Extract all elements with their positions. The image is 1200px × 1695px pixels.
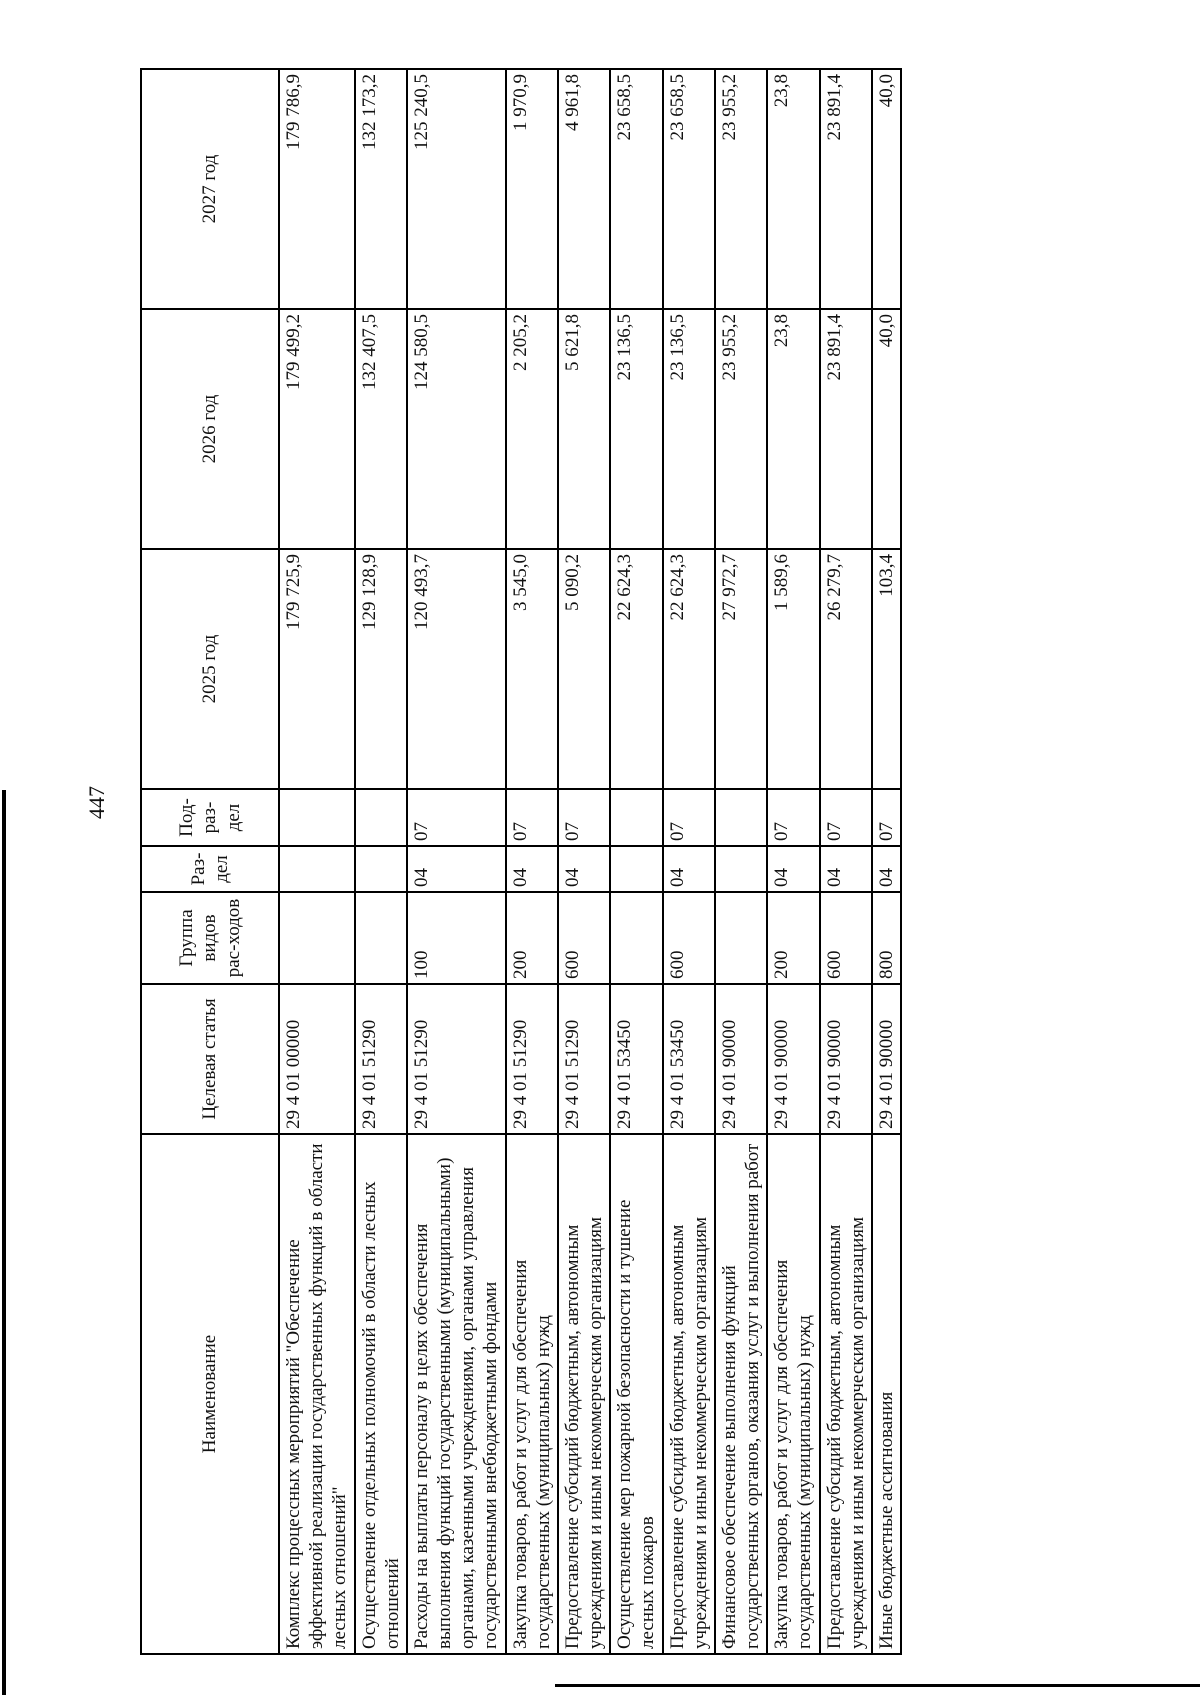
- row-subsection: [715, 789, 767, 846]
- row-2026: 2 205,2: [506, 309, 558, 549]
- row-section: 04: [663, 846, 715, 892]
- row-subsection: 07: [407, 789, 506, 846]
- row-2026: 23 955,2: [715, 309, 767, 549]
- row-section: [279, 846, 355, 892]
- row-group: [715, 892, 767, 984]
- row-subsection: [355, 789, 407, 846]
- row-2025: 22 624,3: [610, 549, 662, 789]
- row-2027: 23 955,2: [715, 69, 767, 309]
- row-name: Комплекс процессных мероприятий "Обеспечение эффективной реализации государственных функций в области лесных отношений": [279, 1134, 355, 1654]
- row-name: Расходы на выплаты персоналу в целях обеспечения выполнения функций государственными (муниципальными) органами, казенными учреждениями, органами управления государственными внебюджетными фондами: [407, 1134, 506, 1654]
- row-2027: 4 961,8: [558, 69, 610, 309]
- row-2025: 103,4: [872, 549, 901, 789]
- row-section: 04: [506, 846, 558, 892]
- row-2025: 129 128,9: [355, 549, 407, 789]
- row-name: Осуществление отдельных полномочий в области лесных отношений: [355, 1134, 407, 1654]
- header-name: Наименование: [141, 1134, 279, 1654]
- row-group: 100: [407, 892, 506, 984]
- row-subsection: 07: [820, 789, 872, 846]
- row-code: 29 4 01 51290: [355, 984, 407, 1134]
- row-2027: 179 786,9: [279, 69, 355, 309]
- row-group: 600: [558, 892, 610, 984]
- header-row: [141, 69, 279, 1654]
- table-row: [407, 69, 506, 1654]
- row-section: 04: [558, 846, 610, 892]
- row-2027: 23 658,5: [663, 69, 715, 309]
- table-row: [767, 69, 819, 1654]
- row-code: 29 4 01 53450: [663, 984, 715, 1134]
- row-section: [715, 846, 767, 892]
- row-2026: 124 580,5: [407, 309, 506, 549]
- budget-table: [140, 68, 902, 1655]
- row-section: [610, 846, 662, 892]
- row-subsection: [279, 789, 355, 846]
- scan-edge-bottom: [555, 1684, 1200, 1687]
- row-2026: 23,8: [767, 309, 819, 549]
- row-name: Финансовое обеспечение выполнения функций государственных органов, оказания услуг и выполнения работ: [715, 1134, 767, 1654]
- row-subsection: 07: [506, 789, 558, 846]
- row-2026: 40,0: [872, 309, 901, 549]
- row-2025: 22 624,3: [663, 549, 715, 789]
- row-group: [610, 892, 662, 984]
- table-row: [279, 69, 355, 1654]
- row-subsection: 07: [663, 789, 715, 846]
- row-subsection: [610, 789, 662, 846]
- row-2026: 5 621,8: [558, 309, 610, 549]
- row-2026: 132 407,5: [355, 309, 407, 549]
- row-2026: 179 499,2: [279, 309, 355, 549]
- table-row: [872, 69, 901, 1654]
- row-group: 800: [872, 892, 901, 984]
- header-section: Раз-дел: [141, 846, 279, 892]
- row-section: [355, 846, 407, 892]
- row-2025: 3 545,0: [506, 549, 558, 789]
- row-group: [355, 892, 407, 984]
- row-group: [279, 892, 355, 984]
- row-subsection: 07: [767, 789, 819, 846]
- row-name: Иные бюджетные ассигнования: [872, 1134, 901, 1654]
- row-2025: 27 972,7: [715, 549, 767, 789]
- row-subsection: 07: [558, 789, 610, 846]
- row-code: 29 4 01 51290: [558, 984, 610, 1134]
- table-row: [820, 69, 872, 1654]
- table-row: [558, 69, 610, 1654]
- header-2027: 2027 год: [141, 69, 279, 309]
- row-2027: 125 240,5: [407, 69, 506, 309]
- row-group: 200: [506, 892, 558, 984]
- row-code: 29 4 01 51290: [407, 984, 506, 1134]
- row-code: 29 4 01 00000: [279, 984, 355, 1134]
- row-name: Предоставление субсидий бюджетным, автономным учреждениям и иным некоммерческим организациям: [558, 1134, 610, 1654]
- table-row: [663, 69, 715, 1654]
- row-2026: 23 136,5: [663, 309, 715, 549]
- row-code: 29 4 01 90000: [820, 984, 872, 1134]
- row-2025: 1 589,6: [767, 549, 819, 789]
- scan-edge-left: [2, 790, 6, 1695]
- row-section: 04: [767, 846, 819, 892]
- header-group: Группа видов рас-ходов: [141, 892, 279, 984]
- row-code: 29 4 01 90000: [767, 984, 819, 1134]
- row-2027: 40,0: [872, 69, 901, 309]
- row-name: Осуществление мер пожарной безопасности и тушение лесных пожаров: [610, 1134, 662, 1654]
- row-2026: 23 891,4: [820, 309, 872, 549]
- row-group: 600: [820, 892, 872, 984]
- table-row: [610, 69, 662, 1654]
- header-subsection: Под-раз-дел: [141, 789, 279, 846]
- row-2027: 23 658,5: [610, 69, 662, 309]
- row-2026: 23 136,5: [610, 309, 662, 549]
- row-name: Закупка товаров, работ и услуг для обеспечения государственных (муниципальных) нужд: [506, 1134, 558, 1654]
- row-code: 29 4 01 90000: [715, 984, 767, 1134]
- table-row: [715, 69, 767, 1654]
- table-row: [355, 69, 407, 1654]
- row-2027: 23,8: [767, 69, 819, 309]
- row-code: 29 4 01 90000: [872, 984, 901, 1134]
- row-name: Предоставление субсидий бюджетным, автономным учреждениям и иным некоммерческим организациям: [663, 1134, 715, 1654]
- row-name: Предоставление субсидий бюджетным, автономным учреждениям и иным некоммерческим организациям: [820, 1134, 872, 1654]
- row-2025: 5 090,2: [558, 549, 610, 789]
- row-section: 04: [872, 846, 901, 892]
- row-2027: 23 891,4: [820, 69, 872, 309]
- header-2025: 2025 год: [141, 549, 279, 789]
- row-section: 04: [407, 846, 506, 892]
- row-code: 29 4 01 51290: [506, 984, 558, 1134]
- table-row: [506, 69, 558, 1654]
- row-2027: 1 970,9: [506, 69, 558, 309]
- header-2026: 2026 год: [141, 309, 279, 549]
- row-2025: 26 279,7: [820, 549, 872, 789]
- row-name: Закупка товаров, работ и услуг для обеспечения государственных (муниципальных) нужд: [767, 1134, 819, 1654]
- row-2025: 179 725,9: [279, 549, 355, 789]
- header-code: Целевая статья: [141, 984, 279, 1134]
- rotated-table-wrapper: [140, 70, 902, 1655]
- row-subsection: 07: [872, 789, 901, 846]
- row-group: 600: [663, 892, 715, 984]
- page-number: 447: [84, 786, 109, 819]
- row-2025: 120 493,7: [407, 549, 506, 789]
- row-code: 29 4 01 53450: [610, 984, 662, 1134]
- row-2027: 132 173,2: [355, 69, 407, 309]
- row-section: 04: [820, 846, 872, 892]
- row-group: 200: [767, 892, 819, 984]
